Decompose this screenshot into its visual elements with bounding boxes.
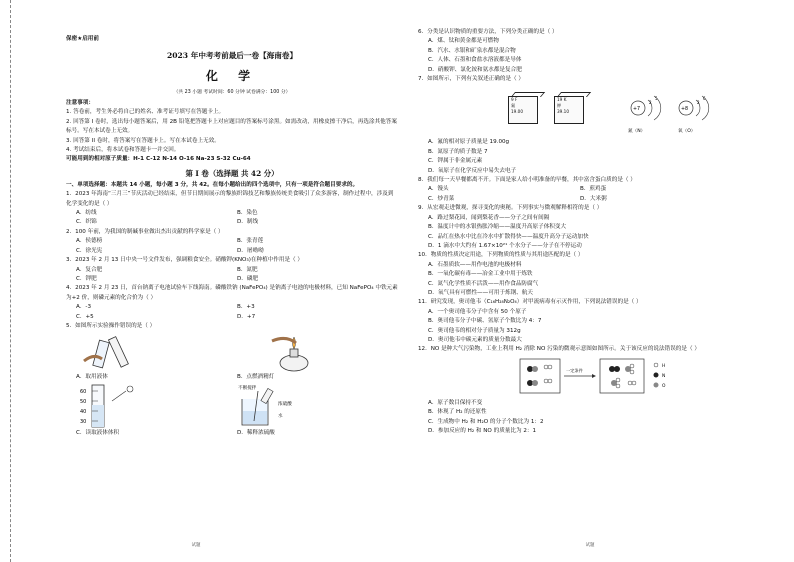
water-label: 水 (278, 413, 283, 419)
svg-text:5: 5 (655, 96, 658, 102)
q9-option-d: D．1 滴水中大约有 1.67×10²¹ 个水分子——分子在不停运动 (428, 242, 582, 249)
k-mass: 39.10 (557, 108, 569, 114)
legend-n: N (662, 373, 666, 379)
reaction-condition: 一定条件 (566, 367, 583, 373)
part1-title: 第 I 卷（选择题 共 42 分） (185, 168, 279, 178)
exam-page (66, 28, 730, 538)
q11-option-b: B．奥司他韦分子中碳、氢原子个数比为 4：7 (428, 318, 542, 325)
graduated-cylinder-illustration (66, 383, 186, 429)
q11-option-d: D．奥司他韦中碳元素的质量分数最大 (428, 336, 522, 343)
confidential-mark: 保密★启用前 (66, 36, 99, 42)
question-8: 8．我们每一天早餐都离不开。下面是家人给小明准备的早餐，其中富含蛋白质的是（ ） (418, 177, 636, 184)
q10-option-a: A．石墨质软——用作电池的电极材料 (428, 261, 522, 268)
q6-option-c: C．人体、石墨和食盐水溶液都是导体 (428, 57, 522, 64)
scale-60: 60 (80, 388, 87, 395)
q6-option-d: D．硝酸钾、氯化铵和氨水都是复合肥 (428, 66, 522, 73)
q3-options (66, 266, 398, 275)
q5-option-a: A．取用液体 (76, 374, 108, 381)
q4-option-a: A．-3 (76, 304, 91, 311)
q12-option-d: D．参加反应的 H₂ 和 NO 的质量比为 2：1 (428, 428, 537, 434)
svg-text:2: 2 (649, 100, 652, 106)
f-symbol: F (515, 97, 518, 103)
q11-option-a: A．一个奥司他韦分子中含有 50 个原子 (428, 308, 527, 315)
q6-option-b: B．汽水、水银和矿泉水都是混合物 (428, 47, 516, 54)
q1-option-d: D．制线 (237, 219, 259, 226)
q8-options-2 (418, 195, 732, 204)
question-7: 7．如图所示，下列有关叙述正确的是（ ） (418, 76, 525, 83)
q2-options-2 (66, 247, 398, 256)
fluorine-element-card (508, 96, 538, 124)
q2-options (66, 237, 398, 246)
exam-meta: （共 23 小题 考试时间：60 分钟 试卷满分：100 分） (173, 90, 291, 95)
svg-text:+8: +8 (681, 107, 689, 113)
q7-option-b: B．氮原子的质子数是 7 (428, 148, 488, 155)
q2-option-c: C．徐光宪 (76, 247, 103, 254)
q12-option-a: A．原子数目保持不变 (428, 399, 483, 406)
q5-options-cd (66, 429, 398, 438)
question-12: 12．NO 是种大气污染物，工业上利用 H₂ 消除 NO 污染的微观示意图如图所示。关于该反应的说法错误的是（ ） (418, 346, 700, 353)
q8-options (418, 185, 732, 194)
q10-option-c: C．氮气化学性质不活泼——用作食品防腐气 (428, 280, 539, 287)
q5-option-d: D．稀释浓硫酸 (237, 429, 275, 436)
question-3: 3．2023 年 2 月 13 日中央一号文件发布，强调粮食安全。硝酸钾(KNO₃)在种植中作用是（ ） (66, 257, 304, 264)
q7-figure (418, 84, 732, 138)
q2-option-b: B．张青莲 (237, 238, 264, 245)
q9-option-b: B．温度计中的水银热胀冷缩——温度升高原子体积变大 (428, 224, 567, 231)
question-9: 9．从宏观走进微观，探寻变化的奥秘。下列事实与微观解释相符的是（ ） (418, 205, 603, 212)
q8-option-a: A．馒头 (428, 186, 449, 193)
f-name: 氟 (511, 103, 516, 109)
pouring-liquid-illustration (66, 331, 186, 373)
q5-options-ab (66, 373, 398, 382)
q1-options-2 (66, 218, 398, 227)
scale-30: 30 (80, 418, 87, 425)
scale-40: 40 (80, 408, 87, 415)
potassium-element-card (554, 96, 584, 124)
left-column (66, 28, 398, 438)
question-5: 5．如图所示实验操作错误的是（ ） (66, 322, 156, 329)
card-top-edge-2 (557, 92, 591, 97)
svg-text:6: 6 (703, 96, 706, 102)
q12-option-c: C．生成物中 H₂ 和 H₂O 的分子个数比为 1：2 (428, 418, 544, 425)
part1-instruction: 一、单项选择题：本题共 14 小题，每小题 3 分，共 42。在每小题给出的四个选项中，只有一项是符合题目要求的。 (66, 181, 359, 188)
svg-text:2: 2 (697, 100, 700, 106)
footer-left: 试题 (191, 543, 201, 548)
q8-option-c: C．炒青菜 (428, 195, 455, 202)
atom-structure-diagrams (618, 90, 718, 134)
q7-option-d: D．氧原子在化学反应中易失去电子 (428, 167, 517, 174)
q8-option-b: B．煎鸡蛋 (580, 186, 607, 193)
q4-options (66, 303, 398, 312)
q11-option-c: C．奥司他韦的相对分子质量为 312g (428, 327, 521, 334)
q1-option-a: A．纺线 (76, 210, 97, 217)
q4-options-2 (66, 313, 398, 322)
q1-options (66, 209, 398, 218)
f-number: 9 (511, 97, 514, 103)
oxygen-label: 氧（O） (678, 129, 696, 135)
fold-line (10, 0, 11, 562)
question-2: 2．100 年前，为我国的制碱事业做出杰出贡献的科学家是（ ） (66, 228, 224, 235)
stir-label: 不断搅拌 (238, 385, 257, 391)
q7-option-a: A．氟的相对原子质量是 19.00g (428, 139, 510, 146)
note-2: 2. 回答第 I 卷时，选出每小题答案后，用 2B 铅笔把答题卡上对应题目的答案标号涂黑。如需改动，用橡皮擦干净后，再选涂其他答案标号。写在本试卷上无效。 (66, 118, 397, 135)
q1-option-c: C．织锦 (76, 219, 97, 226)
note-4: 4. 考试结束后，将本试卷和答题卡一并交回。 (66, 147, 180, 154)
q10-option-d: D．氧气具有可燃性——可用于炼钢、航天 (428, 289, 533, 296)
q5-figures-top (66, 331, 398, 373)
q3-options-2 (66, 275, 398, 284)
q9-option-c: C．品红在热水中比在冷水中扩散得快——温度升高分子运动加快 (428, 233, 589, 240)
q3-option-c: C．钾肥 (76, 275, 97, 282)
acid-label: 浓硫酸 (278, 401, 292, 407)
q4-option-d: D．+7 (237, 313, 256, 320)
q1-option-b: B．染色 (237, 210, 258, 217)
nitrogen-label: 氮（N） (628, 129, 646, 135)
k-number: 19 (557, 97, 563, 103)
q5-figure-d (232, 383, 398, 429)
question-10: 10．物质的性质决定用途，下列物质的性质与其用途匹配的是（ ） (418, 252, 584, 259)
q4-option-c: C．+5 (76, 313, 94, 320)
q8-option-d: D．大米粥 (580, 195, 607, 202)
binding-margin (0, 0, 14, 562)
q7-option-c: C．钾属于非金属元素 (428, 158, 483, 165)
q3-option-b: B．氮肥 (237, 266, 258, 273)
atomic-masses: 可能用到的相对原子质量：H-1 C-12 N-14 O-16 Na-23 S-32 Cu-64 (66, 156, 251, 163)
dilute-acid-illustration (232, 383, 372, 429)
scale-50: 50 (80, 398, 87, 405)
f-mass: 19.00 (511, 108, 523, 114)
question-11: 11．研究发现，奥司他韦（C₁₆H₂₈N₂O₄）对甲流病毒有示灭作用，下列说法错误的是（ ） (418, 299, 642, 306)
k-name: 钾 (557, 103, 562, 109)
q5-option-c: C．读取液体体积 (76, 429, 120, 436)
notes-heading: 注意事项： (66, 100, 94, 106)
note-3: 3. 回答第 II 卷时，将答案写在答题卡上。写在本试卷上无效。 (66, 137, 220, 144)
q4-option-b: B．+3 (237, 304, 255, 311)
card-top-edge (511, 92, 545, 97)
legend-o: O (662, 383, 666, 389)
q5-figure-c (66, 383, 232, 429)
q6-option-a: A．煤、钛和黄金都是可燃物 (428, 38, 499, 45)
q2-option-a: A．侯德榜 (76, 238, 103, 245)
subject-title: 化 学 (205, 69, 259, 83)
q3-option-a: A．复合肥 (76, 266, 103, 273)
q9-option-a: A．路过梨花园，闻到梨花香——分子之间有间隔 (428, 214, 550, 221)
svg-text:+7: +7 (633, 107, 641, 113)
question-4: 4．2023 年 2 月 23 日，首台钠离子电池试验车下线海南。磷酸铁钠 (NaFePO₄) 是钠离子电池的电极材料，已知 NaFePO₄ 中铁元素为+2 价，则磷元素的化合价为（ ） (66, 285, 398, 301)
footer-right: 试题 (585, 543, 595, 548)
question-1: 1．2023 年海南“三月三”节庆活动已经结束，但节日期间展示的黎族织锦技艺和黎族传统美食吸引了众多游客，制作过程中，涉及到化学变化的是（ ） (66, 191, 394, 207)
k-symbol: K (563, 97, 567, 103)
q5-option-b: B．点燃酒精灯 (237, 374, 275, 381)
q5-figure-a (66, 331, 232, 373)
alcohol-lamp-illustration (232, 331, 352, 373)
q10-option-b: B．一氧化碳有毒——冶金工业中用于炼铁 (428, 271, 533, 278)
q5-figures-bottom (66, 383, 398, 429)
q3-option-d: D．磷肥 (237, 275, 259, 282)
right-column (418, 28, 732, 436)
q12-option-b: B．体现了 H₂ 的还原性 (428, 409, 487, 416)
question-6: 6．分类是认识物质的重要方法，下列分类正确的是（ ） (418, 29, 558, 35)
q12-figure (418, 355, 732, 399)
exam-title: 2023 年中考考前最后一卷【海南卷】 (166, 51, 298, 60)
legend-h: H (662, 363, 666, 369)
q2-option-d: D．屠呦呦 (237, 247, 264, 254)
q5-figure-b (232, 331, 398, 373)
note-1: 1. 答卷前，考生务必将自己的姓名、准考证号填写在答题卡上。 (66, 109, 225, 116)
reaction-micro-diagram (518, 357, 688, 397)
